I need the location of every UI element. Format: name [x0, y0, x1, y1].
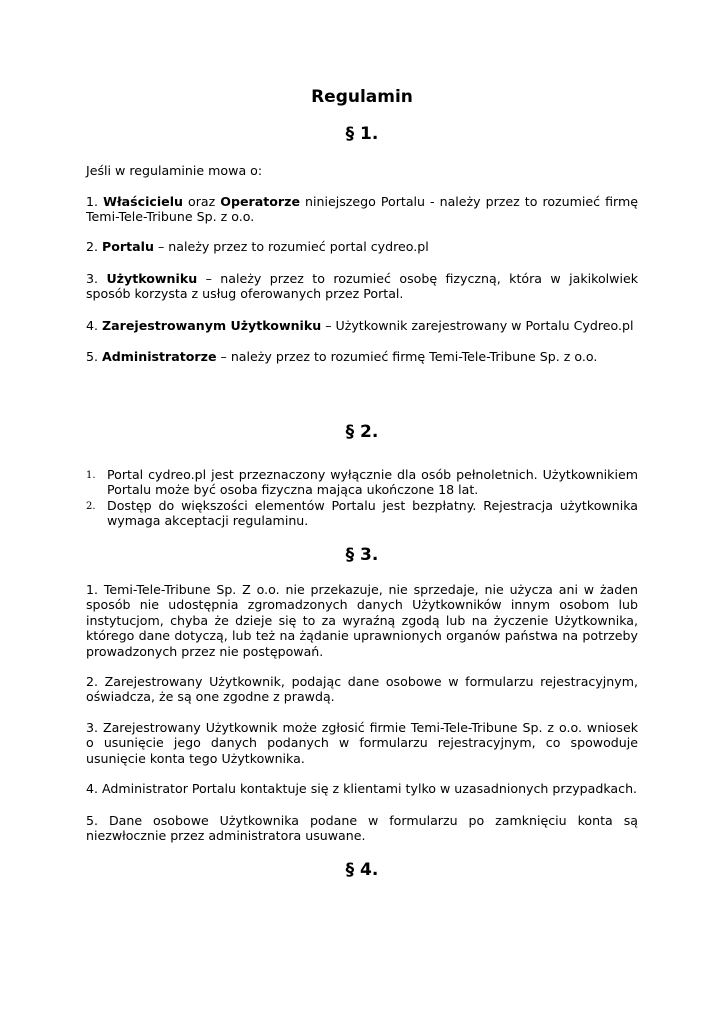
list-item-text: Dostęp do większości elementów Portalu jest bezpłatny. Rejestracja użytkownika wymaga akceptacji regulaminu. [107, 498, 638, 529]
section-3-heading: § 3. [345, 545, 379, 565]
paragraph: 1. Temi-Tele-Tribune Sp. Z o.o. nie przekazuje, nie sprzedaje, nie użycza ani w żaden sposób nie udostępnia zgromadzonych danych Użytkowników innym osobom lub instytucjom, chyba że dzieje się to za wyraźną zgodą lub na życzenie Użytkownika, którego dane dotyczą, lub też na żądanie uprawnionych organów państwa na potrzeby prowadzonych przez nie postępowań. [86, 582, 638, 659]
list-item-number: 2. [86, 501, 96, 512]
definition-item: 5. Administratorze – należy przez to rozumieć firmę Temi-Tele-Tribune Sp. z o.o. [86, 349, 598, 364]
section-2-heading: § 2. [345, 422, 379, 442]
definition-item: 1. Właścicielu oraz Operatorze niniejszego Portalu - należy przez to rozumieć firmę Temi-Tele-Tribune Sp. z o.o. [86, 194, 638, 225]
paragraph: 5. Dane osobowe Użytkownika podane w formularzu po zamknięciu konta są niezwłocznie przez administratora usuwane. [86, 813, 638, 844]
list-item [86, 498, 638, 529]
section-1-intro: Jeśli w regulaminie mowa o: [86, 163, 263, 178]
document-title: Regulamin [311, 87, 413, 107]
section-4-heading: § 4. [345, 860, 379, 880]
paragraph: 3. Zarejestrowany Użytkownik może zgłosić firmie Temi-Tele-Tribune Sp. z o.o. wniosek o usunięcie jego danych podanych w formularzu rejestracyjnym, co spowoduje usunięcie konta tego Użytkownika. [86, 720, 638, 766]
definition-item: 3. Użytkowniku – należy przez to rozumieć osobę fizyczną, która w jakikolwiek sposób korzysta z usług oferowanych przez Portal. [86, 271, 638, 302]
paragraph: 2. Zarejestrowany Użytkownik, podając dane osobowe w formularzu rejestracyjnym, oświadcza, że są one zgodne z prawdą. [86, 674, 638, 705]
paragraph: 4. Administrator Portalu kontaktuje się z klientami tylko w uzasadnionych przypadkach. [86, 781, 638, 796]
list-item-text: Portal cydreo.pl jest przeznaczony wyłącznie dla osób pełnoletnich. Użytkownikiem Portalu może być osoba fizyczna mająca ukończone 18 lat. [107, 467, 638, 498]
section-1-heading: § 1. [345, 124, 379, 144]
definition-item: 2. Portalu – należy przez to rozumieć portal cydreo.pl [86, 239, 429, 254]
list-item-number: 1. [86, 470, 96, 481]
definition-item: 4. Zarejestrowanym Użytkowniku – Użytkownik zarejestrowany w Portalu Cydreo.pl [86, 318, 634, 333]
list-item [86, 467, 638, 498]
